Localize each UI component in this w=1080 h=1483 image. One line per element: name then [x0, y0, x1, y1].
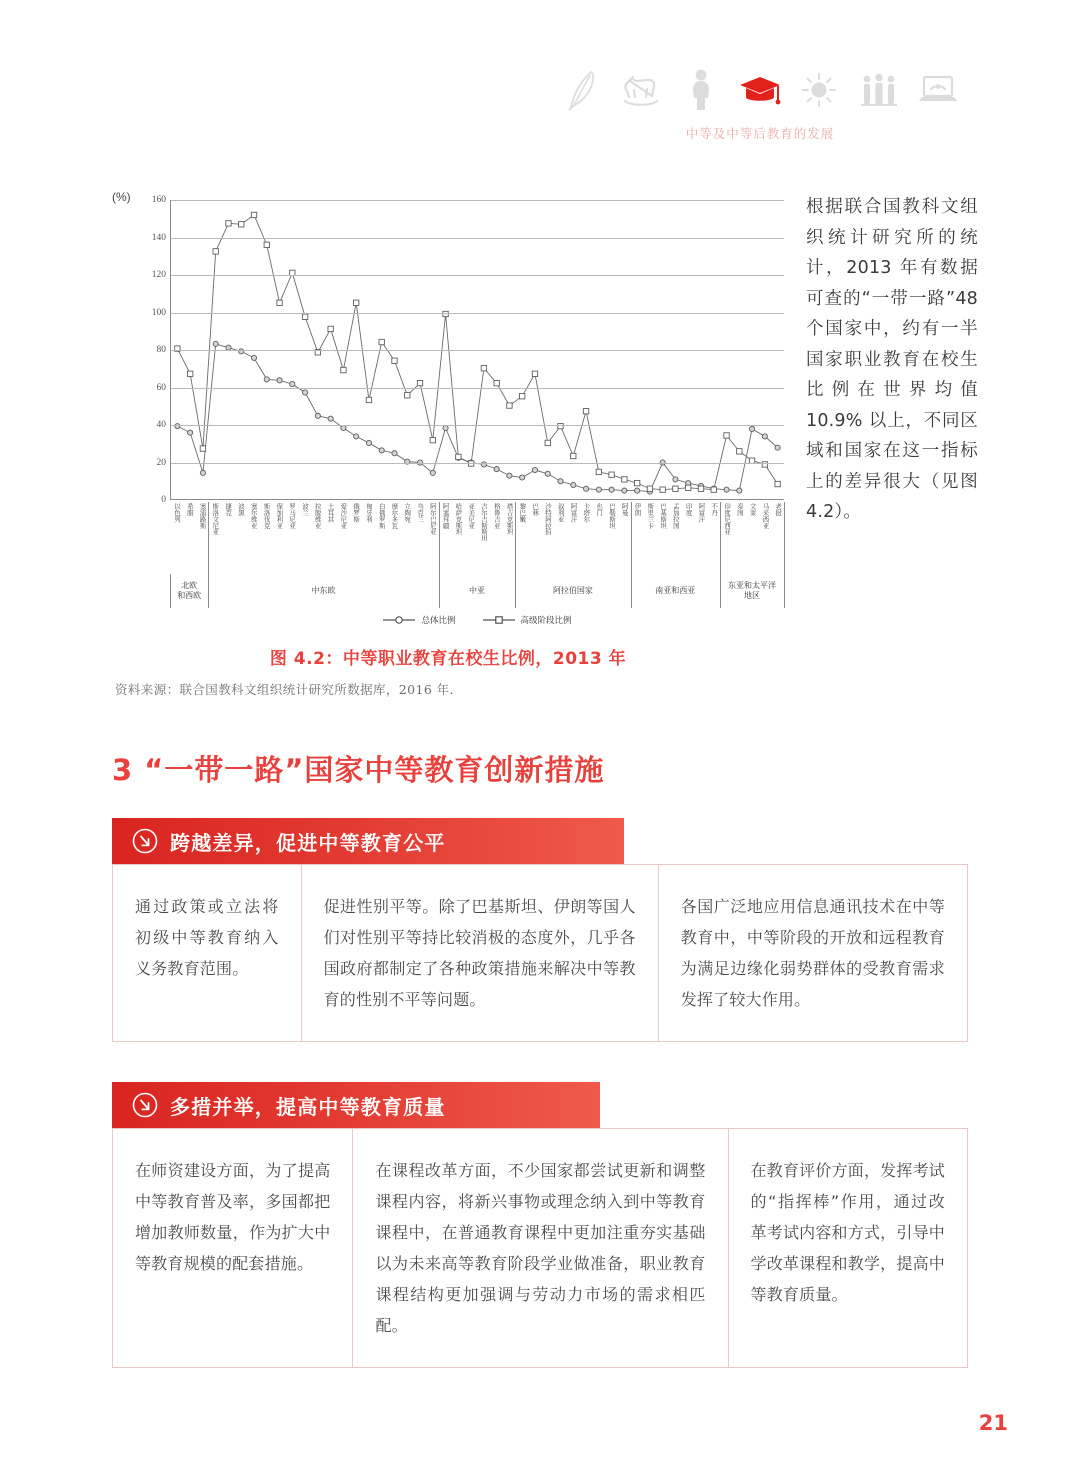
region-label-1: 中东欧	[311, 586, 336, 595]
data-point	[456, 454, 461, 459]
data-point	[353, 300, 358, 305]
group-separator	[439, 502, 440, 574]
feather-icon	[560, 66, 604, 114]
data-point	[354, 434, 359, 439]
data-point	[200, 470, 205, 475]
data-point	[187, 371, 192, 376]
card-2-2: 在课程改革方面，不少国家都尝试更新和调整课程内容，将新兴事物或理念纳入到中等教育课程中，在普通教育课程中更加注重夯实基础以为未来高等教育阶段学业做准备，职业教育课程结构更加强调与劳动力市场的需求相匹配。	[352, 1129, 727, 1367]
y-axis-tick: 140	[151, 232, 166, 243]
grid-line	[171, 388, 784, 389]
data-point	[635, 488, 640, 493]
data-point	[724, 487, 729, 492]
data-point	[264, 242, 269, 247]
card-1-2: 促进性别平等。除了巴基斯坦、伊朗等国人们对性别平等持比较消极的态度外，几乎各国政府都制定了各种政策措施来解决中等教育的性别不平等问题。	[301, 865, 658, 1041]
data-point	[200, 446, 205, 451]
banner-label: 多措并举，提高中等教育质量	[170, 1094, 446, 1119]
card-row-2	[112, 1128, 968, 1368]
x-axis-label: 立陶宛	[403, 503, 412, 523]
data-point	[660, 487, 665, 492]
x-axis-label: 阿曼	[620, 503, 629, 516]
banner-cross-difference	[112, 818, 624, 864]
data-point	[634, 480, 639, 485]
data-point	[302, 314, 307, 319]
data-point	[328, 416, 333, 421]
data-point	[583, 408, 588, 413]
data-point	[213, 341, 218, 346]
data-point	[596, 469, 601, 474]
x-axis-label: 波黑	[236, 503, 245, 516]
data-point	[698, 486, 703, 491]
region-label-3: 阿拉伯国家	[552, 586, 593, 595]
grid-line	[171, 425, 784, 426]
data-point	[775, 481, 780, 486]
x-axis-label: 土耳其	[326, 503, 335, 523]
x-axis-label: 巴勒斯坦	[607, 503, 616, 529]
laptop-icon	[916, 66, 960, 114]
data-point	[481, 365, 486, 370]
data-point	[520, 394, 525, 399]
card-2-1: 在师资建设方面，为了提高中等教育普及率，多国都把增加教师数量，作为扩大中等教育规模的配套措施。	[135, 1161, 331, 1273]
rocking-horse-icon	[619, 66, 663, 114]
group-separator	[170, 574, 171, 608]
banner-multi-measures	[112, 1082, 600, 1128]
x-axis-label: 斯洛文尼亚	[211, 503, 220, 535]
data-point	[532, 467, 537, 472]
y-axis-tick: 160	[151, 195, 166, 205]
data-point	[507, 403, 512, 408]
chart-legend	[170, 614, 784, 626]
region-label-2: 中亚	[469, 586, 485, 595]
x-axis-label: 波兰	[300, 503, 309, 516]
region-label-5: 东亚和太平洋 地区	[728, 581, 776, 600]
data-point	[647, 486, 652, 491]
grid-line	[171, 200, 784, 201]
grid-line	[171, 238, 784, 239]
x-axis-label: 哈萨克斯坦	[454, 503, 463, 535]
group-separator	[784, 574, 785, 608]
data-point	[328, 326, 333, 331]
x-axis-label: 白俄罗斯	[377, 503, 386, 529]
data-point	[366, 440, 371, 445]
x-axis-label: 文莱	[748, 503, 757, 516]
grid-line	[171, 313, 784, 314]
data-point	[430, 437, 435, 442]
x-axis-label: 巴基斯坦	[659, 503, 668, 529]
data-point	[609, 472, 614, 477]
region-label-4: 南亚和西亚	[655, 586, 696, 595]
data-point	[622, 477, 627, 482]
figure-title: 图 4.2：中等职业教育在校生比例，2013 年	[269, 649, 627, 669]
header-icon-strip	[560, 62, 960, 157]
grid-line	[171, 350, 784, 351]
x-axis-label: 阿富汗	[697, 503, 706, 523]
data-point	[775, 445, 780, 450]
data-point	[762, 434, 767, 439]
data-point	[545, 440, 550, 445]
x-axis-label: 老挝	[774, 503, 783, 516]
data-point	[558, 479, 563, 484]
x-axis-label: 亚美尼亚	[467, 503, 476, 529]
chart-plot-area	[151, 195, 784, 505]
x-axis-label: 俄罗斯	[352, 503, 361, 523]
legend-item-overall	[382, 614, 455, 626]
graduation-cap-icon	[738, 66, 782, 114]
x-axis-label: 摩尔多瓦	[390, 503, 399, 529]
y-axis-tick: 60	[156, 382, 166, 393]
x-axis-label: 不丹	[710, 503, 719, 516]
x-axis-label: 伊朗	[633, 503, 642, 516]
x-axis-label: 叙利亚	[556, 503, 565, 523]
x-axis-label: 阿富汗	[569, 503, 578, 523]
data-point	[239, 222, 244, 227]
page-number: 21	[978, 1411, 1008, 1435]
x-axis-label: 爱沙尼亚	[339, 503, 348, 529]
data-point	[366, 397, 371, 402]
grid-line	[171, 275, 784, 276]
data-point	[315, 413, 320, 418]
data-point	[494, 380, 499, 385]
data-point	[251, 355, 256, 360]
data-point	[737, 449, 742, 454]
x-axis-label: 格鲁吉亚	[492, 503, 501, 529]
x-axis-label: 斯里兰卡	[646, 503, 655, 529]
figure-source: 资料来源：联合国教科文组织统计研究所数据库，2016 年．	[115, 682, 463, 697]
data-point	[251, 212, 256, 217]
group-separator	[515, 502, 516, 574]
data-point	[596, 487, 601, 492]
y-axis-tick: 20	[156, 457, 166, 468]
x-axis-label: 卡塔尔	[582, 503, 591, 523]
x-axis-label: 以色列	[172, 503, 181, 523]
data-point	[749, 426, 754, 431]
data-point	[583, 486, 588, 491]
x-axis-label: 拉脱维亚	[313, 503, 322, 529]
data-point	[494, 467, 499, 472]
group-separator	[784, 502, 785, 574]
header-caption: 中等及中等后教育的发展	[685, 126, 835, 141]
data-point	[290, 381, 295, 386]
x-axis-label: 塞尔维亚	[249, 503, 258, 529]
x-axis-label: 塞浦路斯	[198, 503, 207, 529]
region-group-labels	[170, 574, 784, 608]
card-row-1	[112, 864, 968, 1042]
x-axis-label: 巴林	[531, 503, 540, 516]
section-heading: 3 “一带一路”国家中等教育创新措施	[112, 753, 605, 787]
x-axis-label: 捷克	[224, 503, 233, 516]
y-axis-tick: 0	[161, 495, 166, 505]
data-point	[609, 487, 614, 492]
legend-item-upper	[482, 614, 572, 626]
y-axis-tick: 80	[156, 345, 166, 355]
legend-label-upper: 高级阶段比例	[520, 616, 572, 626]
data-point	[724, 433, 729, 438]
data-point	[341, 425, 346, 430]
data-point	[545, 471, 550, 476]
data-point	[737, 488, 742, 493]
card-2-3: 在教育评价方面，发挥考试的“指挥棒”作用，通过改革考试内容和方式，引导中学改革课程和教学，提高中等教育质量。	[728, 1129, 967, 1367]
arrow-down-right-circle-icon	[132, 1092, 158, 1118]
x-axis-label: 阿尔巴尼亚	[428, 503, 437, 535]
x-axis-label: 也门	[595, 503, 604, 516]
x-axis-label: 黎巴嫩	[518, 503, 527, 523]
x-axis-label: 希腊	[185, 503, 194, 516]
data-point	[392, 358, 397, 363]
data-point	[302, 390, 307, 395]
legend-label-overall: 总体比例	[421, 616, 456, 626]
grid-line	[171, 463, 784, 464]
data-point	[430, 470, 435, 475]
data-point	[341, 367, 346, 372]
series-line-upper	[177, 215, 777, 490]
data-point	[571, 482, 576, 487]
x-axis-label: 塔吉克斯坦	[505, 503, 514, 535]
x-axis-label: 保加利亚	[275, 503, 284, 529]
data-point	[405, 393, 410, 398]
data-point	[520, 475, 525, 480]
data-point	[673, 486, 678, 491]
lightbulb-icon	[797, 66, 841, 114]
x-axis-label: 印度尼西亚	[723, 503, 732, 535]
x-axis-label: 印度	[684, 503, 693, 516]
x-axis-label: 阿塞拜疆	[441, 503, 450, 529]
group-separator	[631, 502, 632, 574]
figure-4-2	[112, 190, 784, 630]
y-axis-tick: 120	[151, 270, 166, 280]
x-axis-label: 斯洛伐克	[262, 503, 271, 529]
banner-label: 跨越差异，促进中等教育公平	[170, 830, 446, 855]
data-point	[264, 377, 269, 382]
child-icon	[679, 66, 723, 114]
x-axis-label: 匈牙利	[364, 503, 373, 523]
side-paragraph: 根据联合国教科文组织统计研究所的统计，2013 年有数据可查的“一带一路”48 个国家中，约有一半国家职业教育在校生比例在世界均值 10.9% 以上，不同区域和国家在这一指标上的差异很大（见图 4.2）。	[806, 197, 978, 522]
data-point	[379, 448, 384, 453]
data-point	[532, 371, 537, 376]
data-point	[711, 487, 716, 492]
icon-row	[560, 62, 960, 114]
data-point	[277, 378, 282, 383]
data-point	[226, 221, 231, 226]
x-axis-label: 沙特阿拉伯	[543, 503, 552, 535]
data-point	[417, 380, 422, 385]
data-point	[686, 485, 691, 490]
y-axis-tick: 40	[156, 420, 166, 430]
x-axis-label: 泰国	[735, 503, 744, 516]
data-point	[392, 451, 397, 456]
x-axis-label: 罗马尼亚	[288, 503, 297, 529]
arrow-down-right-circle-icon	[132, 828, 158, 854]
data-point	[443, 425, 448, 430]
x-axis-labels	[170, 502, 784, 574]
region-label-0: 北欧 和西欧	[177, 581, 202, 600]
x-axis-label: 吉尔吉斯斯坦	[479, 503, 488, 542]
card-1-3: 各国广泛地应用信息通讯技术在中等教育中，中等阶段的开放和远程教育为满足边缘化弱势群体的受教育需求发挥了较大作用。	[658, 865, 967, 1041]
data-point	[571, 453, 576, 458]
group-separator	[720, 502, 721, 574]
card-1-1: 通过政策或立法将初级中等教育纳入义务教育范围。	[135, 897, 279, 978]
y-axis-tick: 100	[151, 307, 166, 318]
data-point	[379, 339, 384, 344]
x-axis-label: 乌克兰	[416, 503, 425, 523]
data-point	[673, 477, 678, 482]
data-point	[213, 249, 218, 254]
group-separator	[208, 502, 209, 574]
data-point	[507, 473, 512, 478]
y-axis-unit-label: (%)	[112, 190, 131, 204]
data-point	[188, 430, 193, 435]
data-point	[277, 300, 282, 305]
x-axis-label: 孟加拉国	[671, 503, 680, 529]
x-axis-label: 马来西亚	[761, 503, 770, 529]
people-group-icon	[857, 66, 901, 114]
data-point	[622, 488, 627, 493]
